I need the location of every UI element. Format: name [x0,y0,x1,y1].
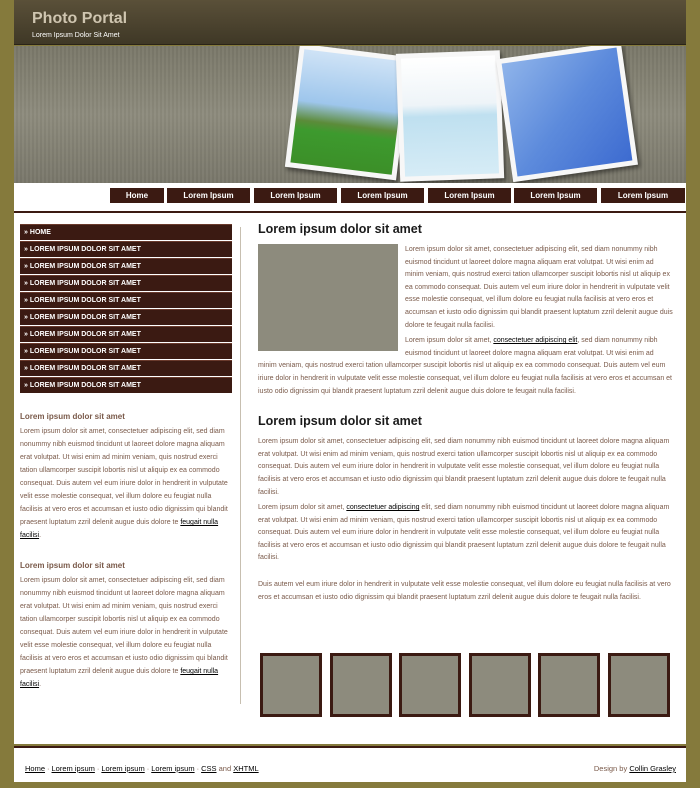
sidebar-block-body: Lorem ipsum dolor sit amet, consectetuer adipiscing elit, sed diam nonummy nibh euismod tincidunt ut laoreet dolore magna aliquam erat volutpat. Ut wisi enim ad minim veniam, quis nostrud exerci tation ullamcorper suscipit lobortis nisl ut aliquip ex ea commodo consequat. Duis autem vel eum iriure dolor in hendrerit in vulputate velit esse molestie consequat, vel illum dolore eu feugiat nulla facilisis at vero eros et accumsan et iusto odio dignissim qui blandit praesent luptatum zzril delenit augue duis dolore te [20,428,228,526]
sidebar-item[interactable] [20,292,232,308]
sidebar-block-end: . [39,681,42,688]
arrow-icon: » [24,348,28,355]
arrow-icon: » [24,246,28,253]
sidebar-item-home[interactable] [20,224,232,240]
sidebar-item[interactable] [20,343,232,359]
sidebar-item[interactable] [20,377,232,393]
sidebar-item-label: HOME [29,229,51,236]
gallery-thumbnail[interactable] [260,653,322,717]
credit-prefix: Design by [593,764,628,773]
nav-item[interactable]: Lorem Ipsum [601,188,685,203]
separator: · [47,764,50,773]
sidebar-block-end: . [39,532,42,539]
sidebar-block-body: Lorem ipsum dolor sit amet, consectetuer adipiscing elit, sed diam nonummy nibh euismod tincidunt ut laoreet dolore magna aliquam erat volutpat. Ut wisi enim ad minim veniam, quis nostrud exerci tation ullamcorper suscipit lobortis nisl ut aliquip ex ea commodo consequat. Duis autem vel eum iriure dolor in hendrerit in vulputate velit esse molestie consequat, vel illum dolore eu feugiat nulla facilisis at vero eros et accumsan et iusto odio dignissim qui blandit praesent luptatum zzril delenit augue duis dolore te [20,577,228,675]
sidebar-block-title: Lorem ipsum dolor sit amet [20,561,125,570]
page [14,0,686,788]
sidebar-menu [20,224,232,393]
header [14,0,686,45]
nav-item[interactable]: Lorem Ipsum [254,188,337,203]
sidebar-block-link[interactable]: feugait nulla facilisi [20,519,219,539]
main-content [258,222,674,607]
sidebar-item[interactable] [20,309,232,325]
footer-link[interactable]: Lorem ipsum [151,764,195,773]
sidebar-item[interactable] [20,360,232,376]
nav-item[interactable]: Lorem Ipsum [428,188,511,203]
inline-link[interactable]: consectetuer adipiscing [346,504,420,512]
paragraph-text: , sed diam nonummy nibh euismod tincidunt ut laoreet dolore magna aliquam erat volutpat. Ut wisi enim ad minim veniam, quis nostrud exerci tation ullamcorper suscipit lobortis nisl ut aliquip ex ea commodo consequat. Duis autem vel eum iriure dolor in hendrerit in vulputate velit esse molestie consequat, vel illum dolore eu feugiat nulla facilisis at vero eros et accumsan et iusto odio dignissim qui blandit praesent luptatum zzril delenit augue duis dolore te feugait nulla facilisi. [258,337,672,395]
sidebar-item-label: LOREM IPSUM DOLOR SIT AMET [29,382,141,389]
footer-link[interactable]: Lorem ipsum [101,764,145,773]
sidebar-item[interactable] [20,275,232,291]
sidebar-block-text [20,425,232,542]
nav-item-home[interactable]: Home [110,188,164,203]
arrow-icon: » [24,314,28,321]
article-section [258,414,674,604]
sidebar-item-label: LOREM IPSUM DOLOR SIT AMET [29,365,141,372]
banner-photo-building [496,46,638,182]
footer-link-home[interactable]: Home [25,764,46,773]
sidebar-text-block [20,412,232,542]
arrow-icon: » [24,297,28,304]
sidebar-item-label: LOREM IPSUM DOLOR SIT AMET [29,280,141,287]
inline-link[interactable]: consectetuer adipiscing elit [493,337,578,345]
top-navigation [14,183,686,213]
nav-item[interactable]: Lorem Ipsum [167,188,250,203]
nav-item[interactable]: Lorem Ipsum [341,188,424,203]
arrow-icon: » [24,365,28,372]
banner-photo-trees [285,46,411,180]
article-paragraph: Lorem ipsum dolor sit amet, consectetuer adipiscing elit, sed diam nonummy nibh euismod tincidunt ut laoreet dolore magna aliquam erat volutpat. Ut wisi enim ad minim veniam, quis nostrud exerci tation ullamcorper suscipit lobortis nisl ut aliquip ex ea commodo consequat. Duis autem vel eum iriure dolor in hendrerit in vulputate velit esse molestie consequat, vel illum dolore eu feugiat nulla facilisis at vero eros et accumsan et iusto odio dignissim qui blandit praesent luptatum zzril delenit augue duis dolore te feugait nulla facilisi. [258,438,670,496]
banner-photo-water [396,50,504,182]
sidebar-item[interactable] [20,241,232,257]
footer-link-xhtml[interactable]: XHTML [233,764,259,773]
gallery-thumbnail[interactable] [608,653,670,717]
paragraph-text: elit, sed diam nonummy nibh euismod tincidunt ut laoreet dolore magna aliquam erat volutpat. Ut wisi enim ad minim veniam, quis nostrud exerci tation ullamcorper suscipit lobortis nisl ut aliquip ex ea commodo consequat. Duis autem vel eum iriure dolor in hendrerit in vulputate velit esse molestie consequat, vel illum dolore eu feugiat nulla facilisis at vero eros et accumsan et iusto odio dignissim qui blandit praesent luptatum zzril delenit augue duis dolore te feugait nulla facilisi. [258,504,670,562]
sidebar [20,224,232,691]
article-paragraph [258,502,674,565]
sidebar-item-label: LOREM IPSUM DOLOR SIT AMET [29,263,141,270]
sidebar-text-block [20,561,232,691]
sidebar-item-label: LOREM IPSUM DOLOR SIT AMET [29,348,141,355]
article-paragraph: Duis autem vel eum iriure dolor in hendrerit in vulputate velit esse molestie consequat, vel illum dolore eu feugiat nulla facilisis at vero eros et accumsan et iusto odio dignissim qui blandit praesent luptatum zzril delenit augue duis dolore te feugait nulla facilisi. [258,581,671,601]
site-title[interactable]: Photo Portal [32,10,128,27]
gallery-thumbnail[interactable] [538,653,600,717]
arrow-icon: » [24,382,28,389]
designer-link[interactable]: Collin Grasley [629,764,676,773]
sidebar-item[interactable] [20,326,232,342]
separator: · [96,764,100,773]
footer-credit [594,764,676,773]
footer-link-css[interactable]: CSS [201,764,217,773]
section-heading: Lorem ipsum dolor sit amet [258,222,422,236]
sidebar-block-title: Lorem ipsum dolor sit amet [20,412,125,421]
sidebar-item-label: LOREM IPSUM DOLOR SIT AMET [29,246,141,253]
sidebar-item[interactable] [20,258,232,274]
footer-and-text: and [218,764,232,773]
sidebar-block-link[interactable]: feugait nulla facilisi [20,668,219,688]
column-divider [240,227,241,704]
section-heading: Lorem ipsum dolor sit amet [258,414,422,429]
gallery-thumbnail[interactable] [330,653,392,717]
separator: · [146,764,150,773]
gallery-thumbnail[interactable] [469,653,531,717]
sidebar-block-text [20,574,232,691]
article-image [258,244,398,351]
nav-item[interactable]: Lorem Ipsum [514,188,597,203]
banner [14,46,686,183]
thumbnail-gallery [260,653,674,717]
sidebar-item-label: LOREM IPSUM DOLOR SIT AMET [29,314,141,321]
paragraph-text: Lorem ipsum dolor sit amet, [405,337,492,345]
footer-link[interactable]: Lorem ipsum [51,764,95,773]
sidebar-item-label: LOREM IPSUM DOLOR SIT AMET [29,331,141,338]
sidebar-item-label: LOREM IPSUM DOLOR SIT AMET [29,297,141,304]
gallery-thumbnail[interactable] [399,653,461,717]
arrow-icon: » [24,280,28,287]
arrow-icon: » [24,229,28,236]
site-tagline: Lorem Ipsum Dolor Sit Amet [32,32,120,39]
arrow-icon: » [24,263,28,270]
separator: · [196,764,200,773]
article-paragraph: Lorem ipsum dolor sit amet, consectetuer adipiscing elit, sed diam nonummy nibh euismod tincidunt ut laoreet dolore magna aliquam erat volutpat. Ut wisi enim ad minim veniam, quis nostrud exerci tation ullamcorper suscipit lobortis nisl ut aliquip ex ea commodo consequat. Duis autem vel eum iriure dolor in hendrerit in vulputate velit esse molestie consequat, vel illum dolore eu feugiat nulla facilisis at vero eros et accumsan et iusto odio dignissim qui blandit praesent luptatum zzril delenit augue duis dolore te feugait nulla facilisi. [405,246,673,329]
paragraph-text: Lorem ipsum dolor sit amet, [258,504,345,512]
footer-links [25,764,259,773]
footer [14,746,686,782]
content-area [14,213,686,744]
arrow-icon: » [24,331,28,338]
